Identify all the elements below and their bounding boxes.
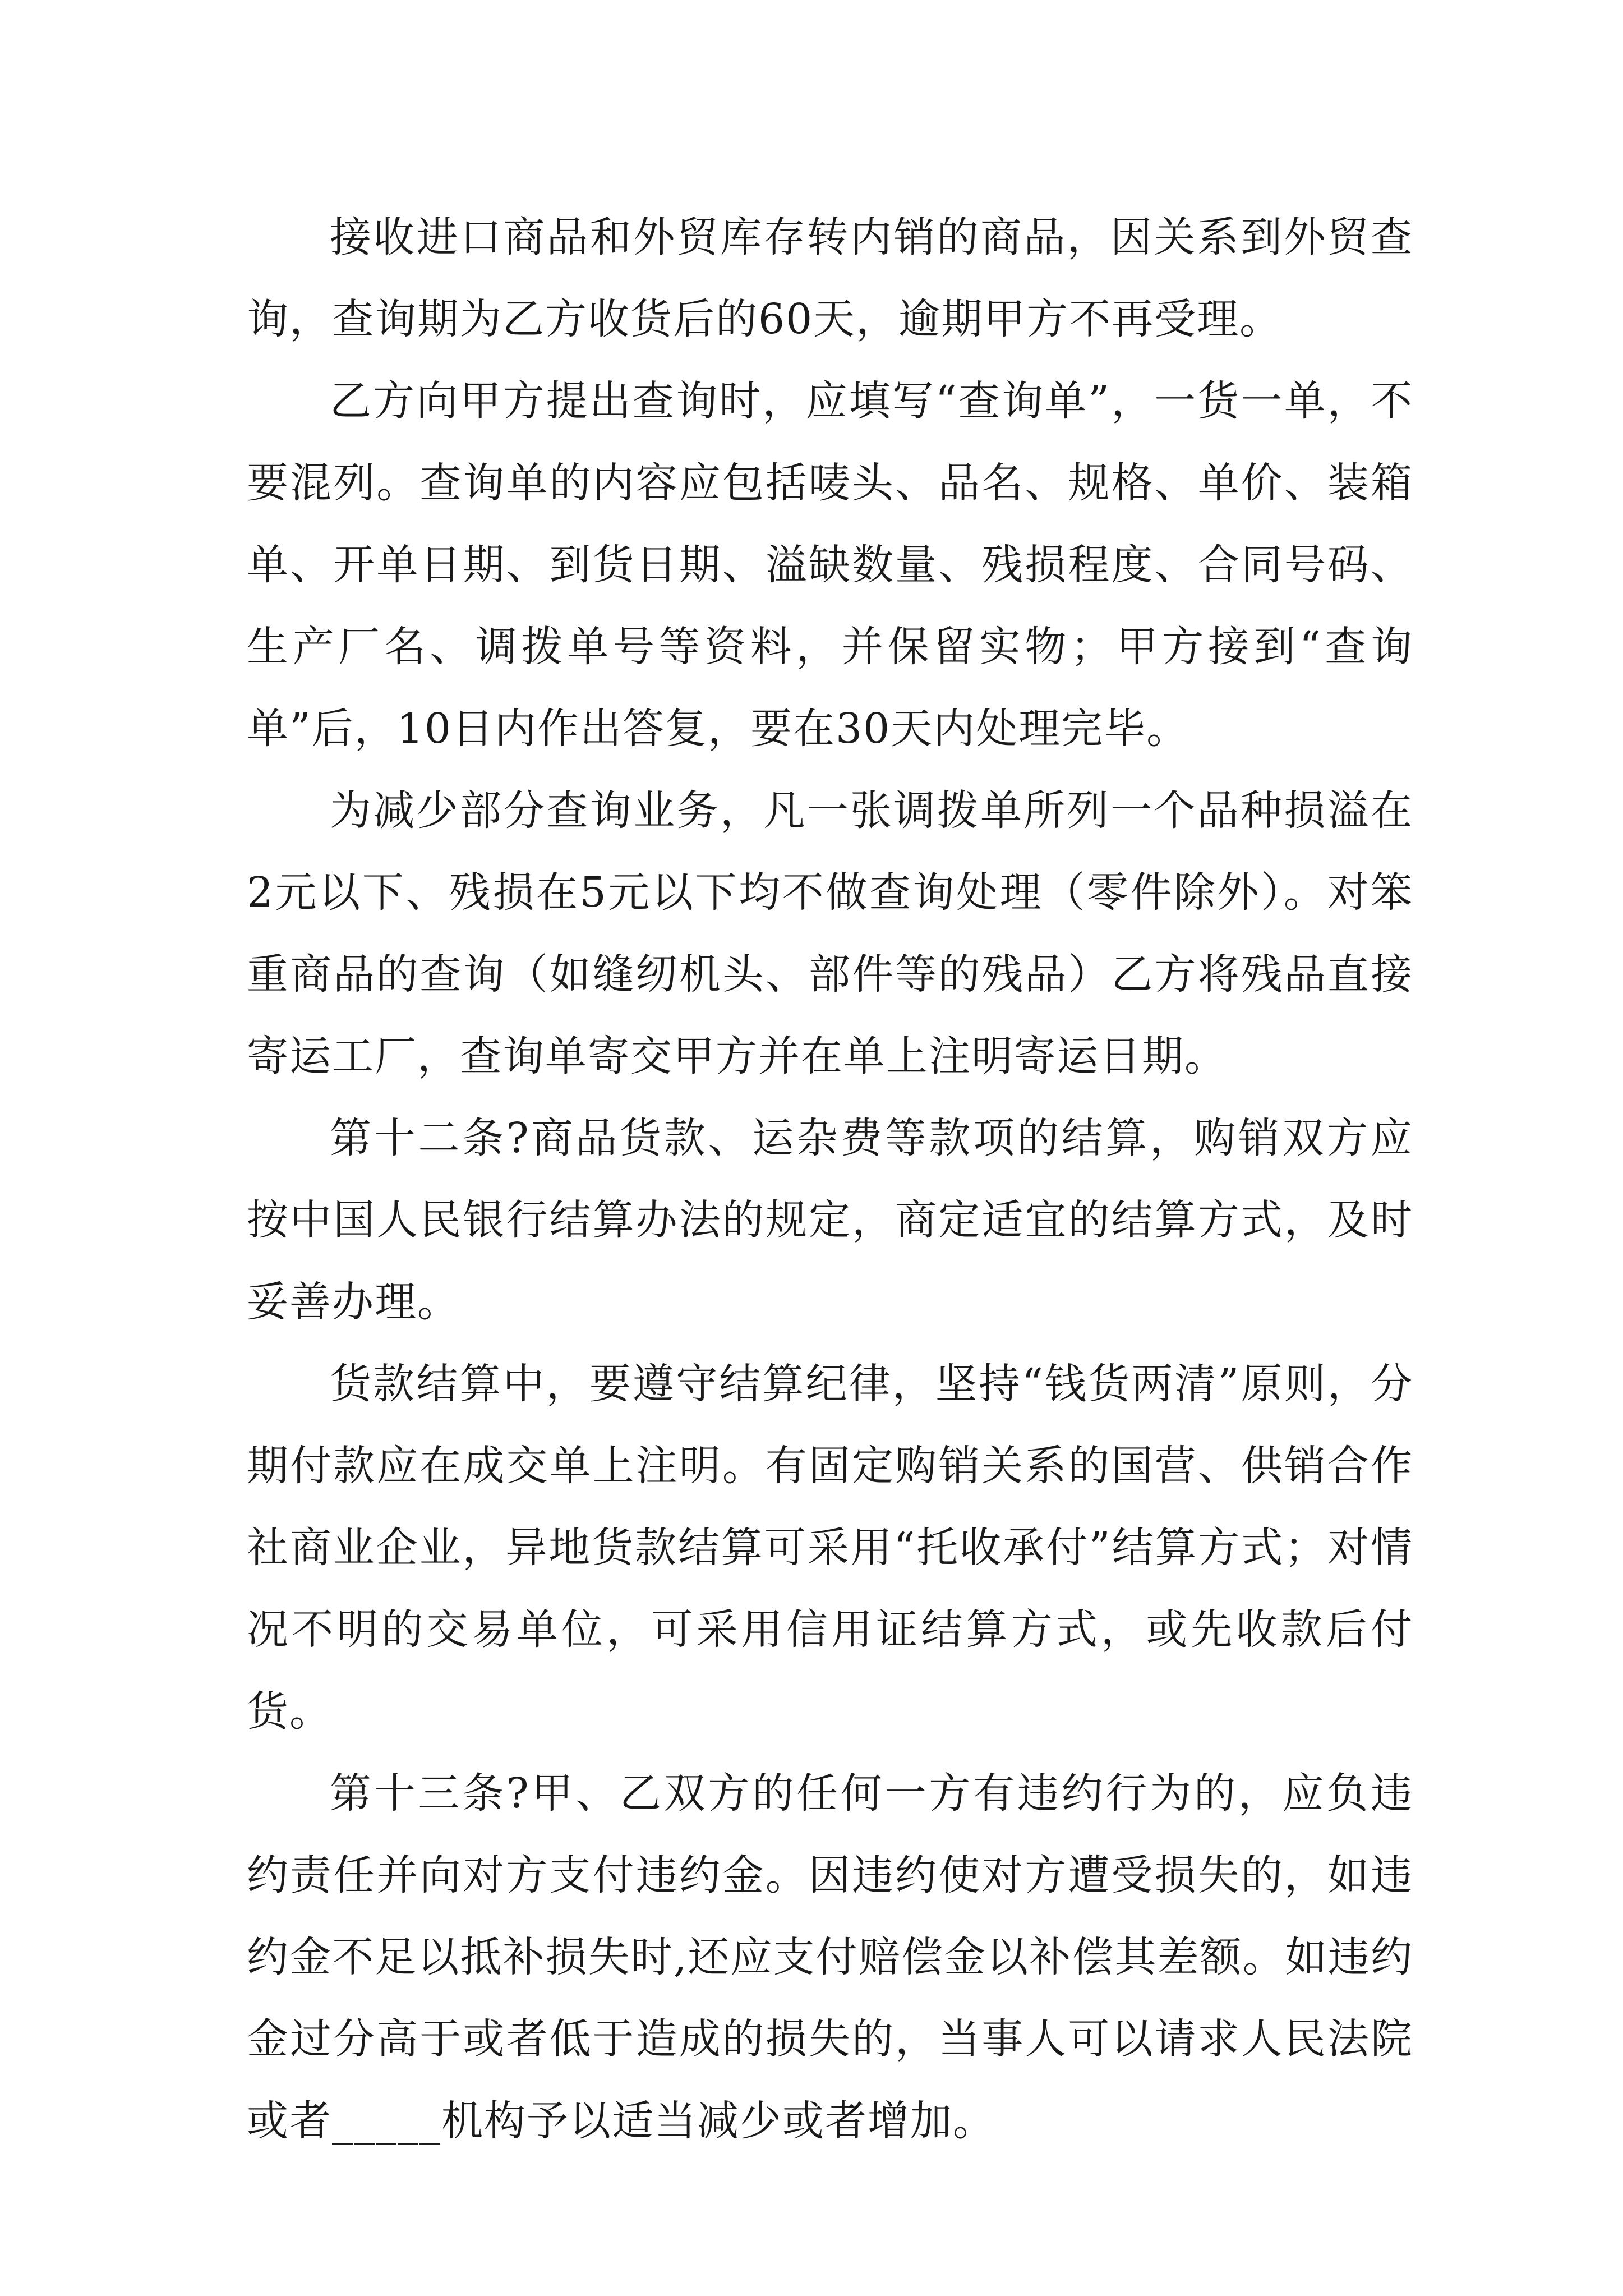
- paragraph-article-12: 第十二条?商品货款、运杂费等款项的结算，购销双方应按中国人民银行结算办法的规定，商定适宜的结算方式，及时妥善办理。: [247, 1114, 1413, 1326]
- document-body: [247, 196, 1413, 2162]
- paragraph-import-goods-inquiry: 接收进口商品和外贸库存转内销的商品，因关系到外贸查询，查询期为乙方收货后的60天，逾期甲方不再受理。: [247, 213, 1413, 343]
- paragraph-reduce-inquiries: 为减少部分查询业务，凡一张调拨单所列一个品种损溢在2元以下、残损在5元以下均不做查询处理（零件除外）。对笨重商品的查询（如缝纫机头、部件等的残品）乙方将残品直接寄运工厂，查询单寄交甲方并在单上注明寄运日期。: [247, 786, 1413, 1080]
- paragraph-payment-settlement: 货款结算中，要遵守结算纪律，坚持“钱货两清”原则，分期付款应在成交单上注明。有固定购销关系的国营、供销合作社商业企业，异地货款结算可采用“托收承付”结算方式；对情况不明的交易单位，可采用信用证结算方式，或先收款后付货。: [247, 1360, 1413, 1736]
- paragraph-inquiry-form: 乙方向甲方提出查询时，应填写“查询单”，一货一单，不要混列。查询单的内容应包括唛头、品名、规格、单价、装箱单、开单日期、到货日期、溢缺数量、残损程度、合同号码、生产厂名、调拨单号等资料，并保留实物；甲方接到“查询单”后，10日内作出答复，要在30天内处理完毕。: [247, 377, 1413, 753]
- paragraph-article-13: 第十三条?甲、乙双方的任何一方有违约行为的，应负违约责任并向对方支付违约金。因违约使对方遭受损失的，如违约金不足以抵补损失时,还应支付赔偿金以补偿其差额。如违约金过分高于或者低于造成的损失的，当事人可以请求人民法院或者_____机构予以适当减少或者增加。: [247, 1769, 1413, 2145]
